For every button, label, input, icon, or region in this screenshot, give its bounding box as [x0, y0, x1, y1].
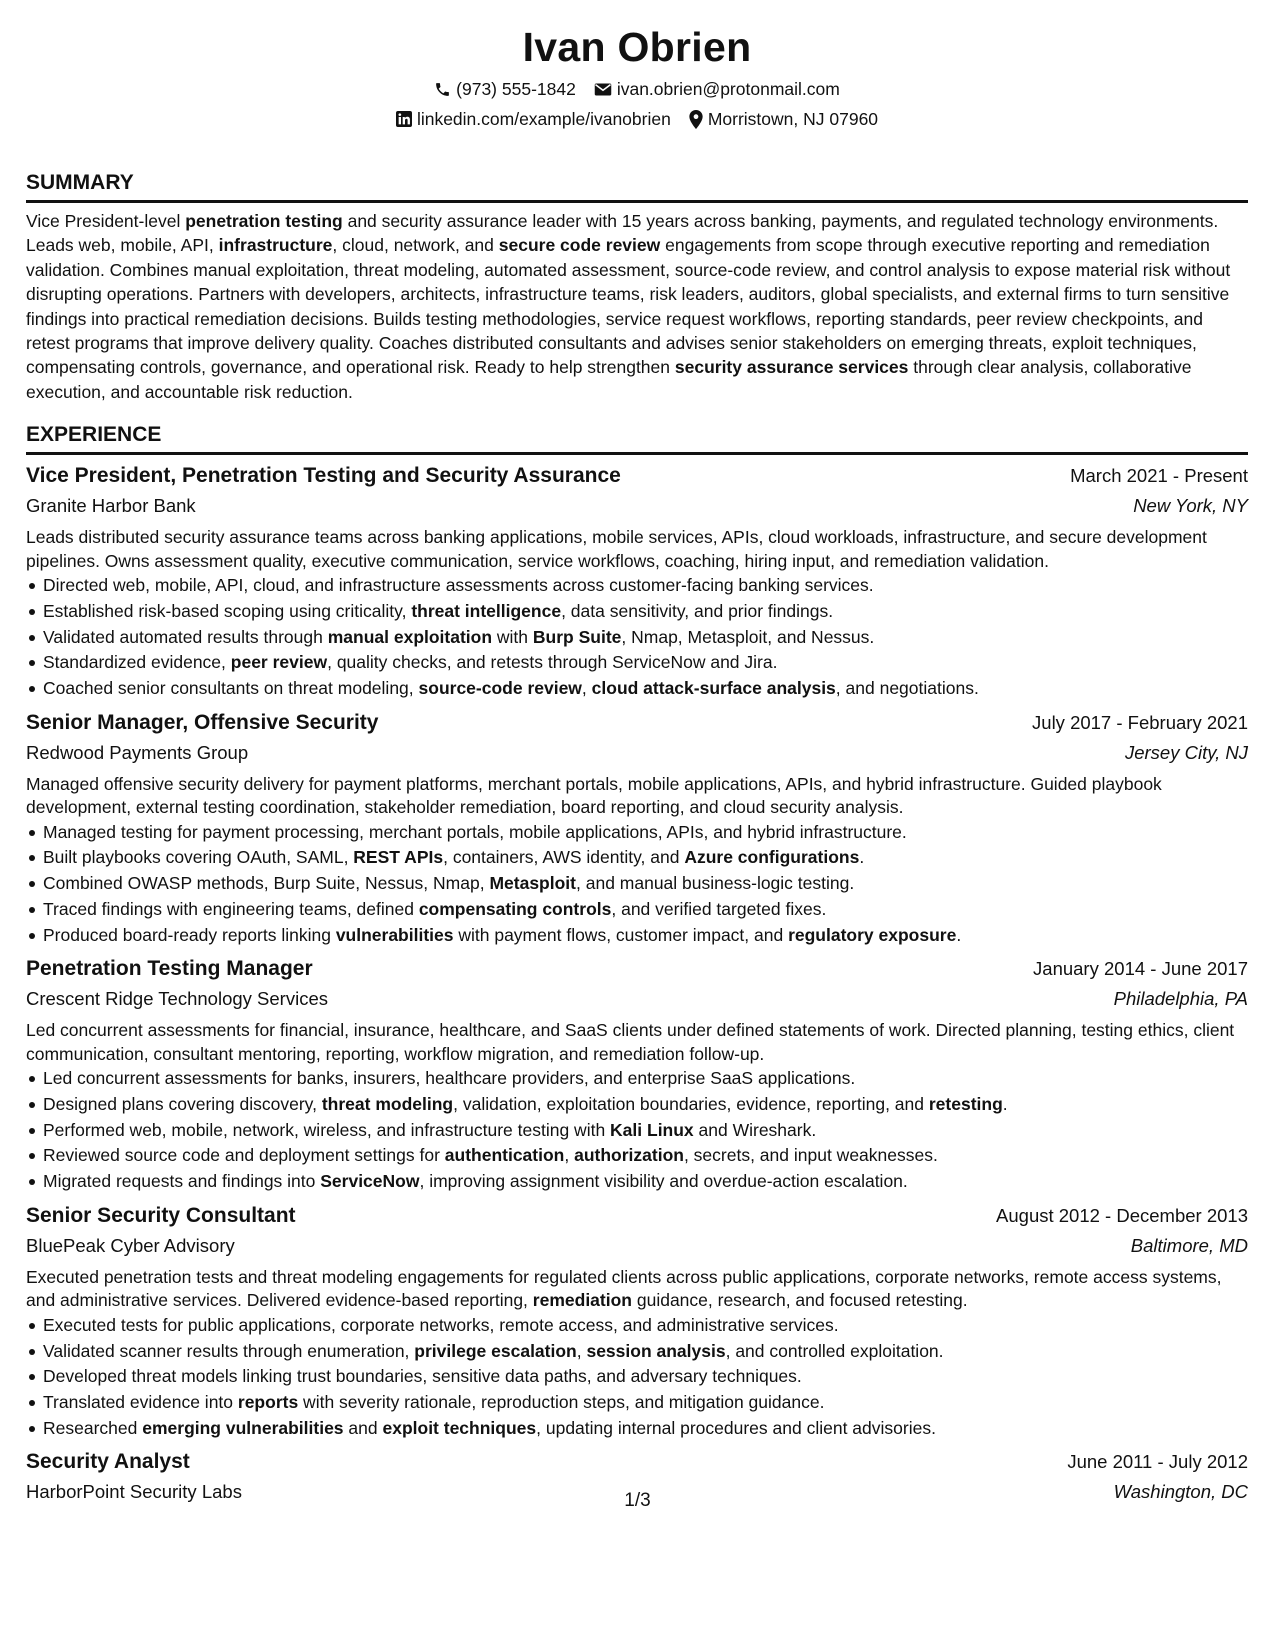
job-location: Jersey City, NJ — [1124, 741, 1248, 763]
job-company-row — [26, 1231, 1248, 1261]
text-run: Translated evidence into — [43, 1391, 238, 1412]
text-run: Built playbooks covering OAuth, SAML, — [43, 847, 354, 868]
text-run: Leads distributed security assurance teams across banking applications, mobile services, APIs, cloud workloads, infrastructure, and secure development pipelines. Owns assessment quality, executive communication, service workflows, coaching, hiring input, and remediation validation. — [26, 527, 1207, 571]
text-run: Executed tests for public applications, corporate networks, remote access, and administrative services. — [43, 1314, 839, 1335]
job-title-row — [26, 954, 1248, 984]
text-run: . — [1002, 1093, 1008, 1114]
email-contact[interactable] — [594, 74, 840, 104]
text-run: Traced findings with engineering teams, defined — [43, 898, 419, 919]
job-company: Redwood Payments Group — [26, 741, 249, 763]
job-title-row — [26, 1447, 1248, 1477]
bullet-item — [26, 676, 1248, 702]
bullet-item — [26, 1364, 1248, 1390]
text-run: Managed offensive security delivery for payment platforms, merchant portals, mobile applications, APIs, and hybrid infrastructure. Guided playbook development, external testing coordination, stakeholder remediation, board reporting, and cloud security analysis. — [26, 773, 1162, 818]
text-run: , and controlled exploitation. — [725, 1340, 944, 1361]
bullet-item — [26, 625, 1248, 651]
bold-keyword: authentication — [444, 1145, 565, 1166]
bullet-item — [26, 871, 1248, 897]
text-run: through clear analysis, collaborative execution, and accountable risk reduction. — [26, 357, 1192, 402]
job-dates: January 2014 - June 2017 — [1033, 958, 1248, 980]
bullet-item — [26, 1416, 1248, 1442]
map-pin-icon — [689, 110, 703, 129]
bold-keyword: regulatory exposure — [788, 924, 957, 945]
bold-keyword: session analysis — [586, 1340, 726, 1361]
bullet-item — [26, 1169, 1248, 1195]
text-run: , — [564, 1145, 575, 1166]
text-run: Managed testing for payment processing, merchant portals, mobile applications, APIs, and hybrid infrastructure. — [43, 821, 907, 842]
text-run: Coached senior consultants on threat modeling, — [43, 678, 419, 699]
text-run: , Nmap, Metasploit, and Nessus. — [621, 626, 875, 647]
text-run: , data sensitivity, and prior findings. — [561, 600, 834, 621]
job-entry — [26, 461, 1248, 702]
bullet-item — [26, 1390, 1248, 1416]
job-entry — [26, 954, 1248, 1195]
job-title: Security Analyst — [26, 1450, 190, 1474]
job-title-row — [26, 461, 1248, 491]
linkedin-text[interactable]: linkedin.com/example/ivanobrien — [416, 109, 671, 129]
bullet-item — [26, 845, 1248, 871]
job-location: New York, NY — [1133, 495, 1248, 517]
job-company: BluePeak Cyber Advisory — [26, 1234, 235, 1256]
page-number: 1/3 — [624, 1490, 651, 1511]
text-run: , secrets, and input weaknesses. — [683, 1145, 938, 1166]
linkedin-icon — [396, 111, 412, 127]
text-run: Performed web, mobile, network, wireless, and infrastructure testing with — [43, 1119, 611, 1140]
bullet-item — [26, 599, 1248, 625]
job-company: Crescent Ridge Technology Services — [26, 988, 328, 1010]
phone-text: (973) 555-1842 — [456, 79, 576, 99]
bold-keyword: threat intelligence — [411, 600, 562, 621]
job-location: Baltimore, MD — [1130, 1234, 1248, 1256]
bold-keyword: penetration testing — [185, 211, 343, 231]
summary-heading: SUMMARY — [26, 170, 1248, 203]
bold-keyword: manual exploitation — [327, 626, 493, 647]
bold-keyword: Burp Suite — [532, 626, 622, 647]
job-company-row — [26, 984, 1248, 1014]
text-run: , updating internal procedures and client advisories. — [536, 1417, 936, 1438]
text-run: Directed web, mobile, API, cloud, and infrastructure assessments across customer-facing banking services. — [43, 575, 874, 596]
text-run: Established risk-based scoping using criticality, — [43, 600, 412, 621]
bullet-item — [26, 923, 1248, 949]
text-run: Validated automated results through — [43, 626, 328, 647]
text-run: . — [956, 924, 962, 945]
bullet-item — [26, 1092, 1248, 1118]
bold-keyword: reports — [237, 1391, 299, 1412]
bold-keyword: privilege escalation — [414, 1340, 577, 1361]
job-title: Penetration Testing Manager — [26, 957, 313, 981]
bold-keyword: Kali Linux — [610, 1119, 694, 1140]
location-contact — [689, 104, 878, 134]
bullet-item — [26, 897, 1248, 923]
text-run: with — [492, 626, 533, 647]
contact-row-1 — [26, 74, 1248, 104]
text-run: and security assurance leader with 15 years across banking, payments, and regulated technology environments. Leads web, mobile, API, — [26, 211, 1219, 256]
text-run: Led concurrent assessments for banks, insurers, healthcare providers, and enterprise SaaS applications. — [43, 1068, 856, 1089]
job-title: Vice President, Penetration Testing and Security Assurance — [26, 464, 621, 488]
text-run: with severity rationale, reproduction steps, and mitigation guidance. — [298, 1391, 825, 1412]
job-entry — [26, 708, 1248, 949]
job-title-row — [26, 708, 1248, 738]
job-dates: August 2012 - December 2013 — [996, 1204, 1248, 1226]
job-dates: June 2011 - July 2012 — [1067, 1451, 1248, 1473]
text-run: Executed penetration tests and threat modeling engagements for regulated clients across public applications, corporate networks, remote access systems, and administrative services. Delivered evidence-based reporting, — [26, 1266, 1222, 1311]
text-run: Produced board-ready reports linking — [43, 924, 336, 945]
text-run: . — [859, 847, 865, 868]
location-text: Morristown, NJ 07960 — [707, 109, 879, 129]
candidate-name: Ivan Obrien — [522, 24, 752, 70]
phone-icon — [434, 81, 451, 98]
bold-keyword: ServiceNow — [320, 1171, 420, 1192]
bold-keyword: exploit techniques — [382, 1417, 537, 1438]
text-run: Reviewed source code and deployment settings for — [43, 1145, 445, 1166]
bullet-item — [26, 1313, 1248, 1339]
text-run: Researched — [43, 1417, 143, 1438]
text-run: Validated scanner results through enumeration, — [43, 1340, 415, 1361]
text-run: Combined OWASP methods, Burp Suite, Nessus, Nmap, — [43, 873, 490, 894]
bold-keyword: peer review — [230, 652, 328, 673]
text-run: , and verified targeted fixes. — [611, 898, 827, 919]
bullet-item — [26, 1066, 1248, 1092]
text-run: , — [581, 678, 592, 699]
bullet-item — [26, 1118, 1248, 1144]
job-company: Granite Harbor Bank — [26, 495, 196, 517]
job-location: Washington, DC — [1113, 1481, 1248, 1503]
job-bullets — [26, 820, 1248, 949]
job-entry — [26, 1201, 1248, 1442]
text-run: , — [576, 1340, 587, 1361]
job-title-row — [26, 1201, 1248, 1231]
bullet-item — [26, 650, 1248, 676]
linkedin-contact[interactable] — [396, 104, 671, 134]
text-run: guidance, research, and focused retesting. — [632, 1290, 968, 1311]
text-run: , containers, AWS identity, and — [443, 847, 685, 868]
bold-keyword: Azure configurations — [684, 847, 860, 868]
bold-keyword: compensating controls — [418, 898, 612, 919]
bullet-item — [26, 820, 1248, 846]
email-text[interactable]: ivan.obrien@protonmail.com — [616, 79, 840, 99]
bullet-item — [26, 1339, 1248, 1365]
job-bullets — [26, 1066, 1248, 1195]
text-run: , cloud, network, and — [332, 235, 499, 256]
bold-keyword: source-code review — [418, 678, 582, 699]
bullet-item — [26, 573, 1248, 599]
envelope-icon — [594, 82, 612, 97]
job-description — [26, 1266, 1248, 1313]
bold-keyword: retesting — [928, 1093, 1003, 1114]
text-run: , quality checks, and retests through ServiceNow and Jira. — [327, 652, 778, 673]
job-dates: March 2021 - Present — [1070, 465, 1248, 487]
job-description — [26, 526, 1248, 573]
text-run: and — [343, 1417, 383, 1438]
text-run: with payment flows, customer impact, and — [453, 924, 789, 945]
resume-page — [26, 20, 1248, 1507]
job-description — [26, 773, 1248, 820]
text-run: , and manual business-logic testing. — [576, 873, 855, 894]
bold-keyword: remediation — [532, 1290, 632, 1311]
job-dates: July 2017 - February 2021 — [1032, 711, 1248, 733]
phone-contact — [434, 74, 576, 104]
text-run: Developed threat models linking trust boundaries, sensitive data paths, and adversary techniques. — [43, 1366, 802, 1387]
bold-keyword: vulnerabilities — [335, 924, 454, 945]
text-run: Standardized evidence, — [43, 652, 231, 673]
bold-keyword: cloud attack-surface analysis — [591, 678, 836, 699]
job-bullets — [26, 1313, 1248, 1442]
bold-keyword: secure code review — [498, 235, 661, 256]
job-description — [26, 1019, 1248, 1066]
job-title: Senior Security Consultant — [26, 1203, 296, 1227]
text-run: Designed plans covering discovery, — [43, 1093, 322, 1114]
text-run: Migrated requests and findings into — [43, 1171, 321, 1192]
text-run: , and negotiations. — [835, 678, 979, 699]
bold-keyword: authorization — [574, 1145, 684, 1166]
job-company: HarborPoint Security Labs — [26, 1481, 242, 1503]
text-run: , improving assignment visibility and overdue-action escalation. — [419, 1171, 908, 1192]
bold-keyword: infrastructure — [218, 235, 333, 256]
bold-keyword: emerging vulnerabilities — [142, 1417, 344, 1438]
job-bullets — [26, 573, 1248, 702]
bold-keyword: threat modeling — [321, 1093, 454, 1114]
job-company-row — [26, 491, 1248, 521]
job-location: Philadelphia, PA — [1113, 988, 1248, 1010]
experience-list — [26, 461, 1248, 1507]
summary-text — [26, 209, 1248, 404]
experience-heading: EXPERIENCE — [26, 422, 1248, 455]
job-title: Senior Manager, Offensive Security — [26, 710, 379, 734]
text-run: engagements from scope through executive reporting and remediation validation. Combines manual exploitation, threat modeling, automated assessment, source-code review, and control analysis to expose material risk without disrupting operations. Partners with developers, architects, infrastructure teams, risk leaders, auditors, global specialists, and external firms to turn sensitive findings into practical remediation decisions. Builds testing methodologies, service request workflows, reporting standards, peer review checkpoints, and retest programs that improve delivery quality. Coaches distributed consultants and advises senior stakeholders on emerging threats, exploit techniques, compensating controls, governance, and operational risk. Ready to help strengthen — [26, 235, 1231, 378]
text-run: , validation, exploitation boundaries, evidence, reporting, and — [453, 1093, 929, 1114]
text-run: Led concurrent assessments for financial, insurance, healthcare, and SaaS clients under defined statements of work. Directed planning, testing ethics, client communication, consultant mentoring, reporting, workflow migration, and remediation follow-up. — [26, 1020, 1235, 1064]
bullet-item — [26, 1143, 1248, 1169]
bold-keyword: REST APIs — [353, 847, 444, 868]
job-company-row — [26, 738, 1248, 768]
text-run: Vice President-level — [26, 211, 186, 231]
bold-keyword: security assurance services — [674, 357, 909, 378]
contact-row-2 — [26, 104, 1248, 134]
bold-keyword: Metasploit — [489, 873, 576, 894]
text-run: and Wireshark. — [693, 1119, 817, 1140]
